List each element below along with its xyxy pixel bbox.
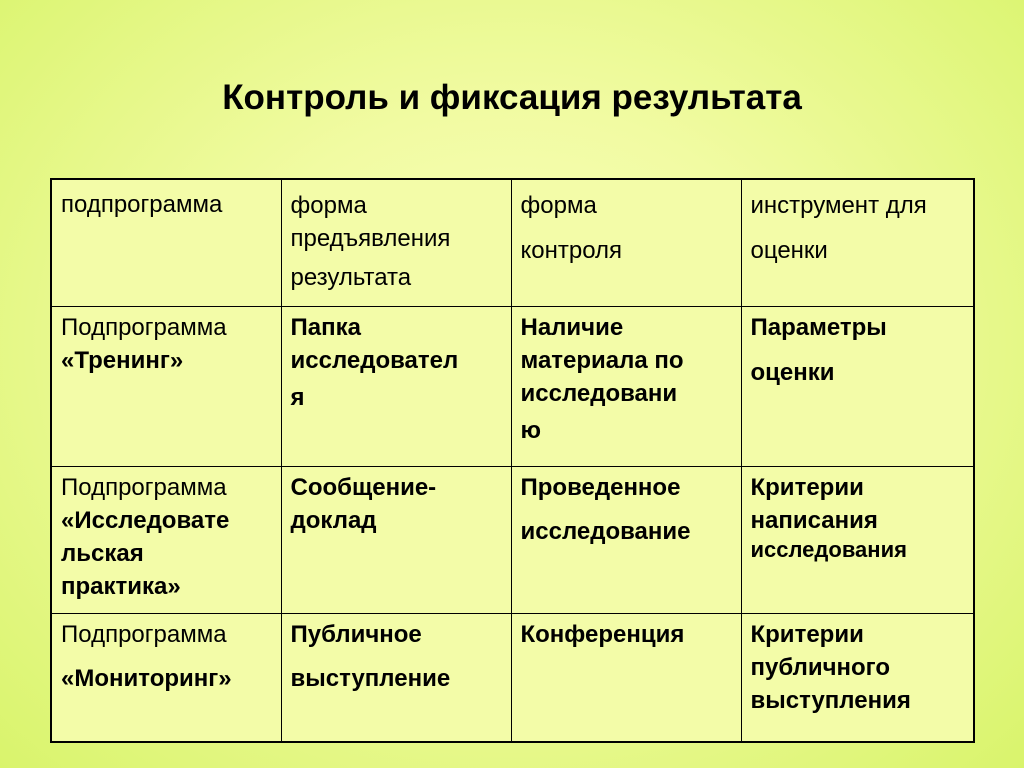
row2-form-line2: доклад — [290, 506, 377, 534]
row3-form-line1: Публичное — [290, 620, 422, 648]
header-cell-control-form — [511, 179, 741, 306]
row3-subprogram-name: «Мониторинг» — [61, 664, 232, 692]
header-subprogram-text: подпрограмма — [61, 191, 223, 218]
row2-subprogram-name-line2: льская — [61, 539, 144, 567]
row1-control-line3: исследовани — [520, 379, 678, 407]
header-presentation-form-line2: предъявления — [290, 225, 451, 252]
row3-control-line1: Конференция — [520, 620, 685, 648]
row3-tool-line2: публичного — [750, 653, 890, 681]
row1-form-cell — [281, 306, 511, 466]
row3-tool-line3: выступления — [750, 686, 911, 714]
row2-form-line1: Сообщение- — [290, 473, 437, 501]
table-row — [51, 306, 974, 466]
header-assessment-tool-line1: инструмент для — [750, 192, 927, 219]
header-assessment-tool-line2: оценки — [750, 237, 828, 264]
row2-tool-line1: Критерии — [750, 473, 864, 501]
results-table — [50, 178, 975, 743]
row3-control-cell — [511, 613, 741, 742]
row1-subprogram-prefix: Подпрограмма — [61, 313, 227, 341]
row3-subprogram-prefix: Подпрограмма — [61, 620, 227, 648]
row3-form-line2: выступление — [290, 664, 451, 692]
row3-tool-line1: Критерии — [750, 620, 864, 648]
header-presentation-form-line1: форма — [290, 192, 367, 219]
row1-subprogram-cell — [51, 306, 281, 466]
row1-subprogram-name: «Тренинг» — [61, 346, 184, 374]
row1-tool-line2: оценки — [750, 358, 835, 386]
row2-subprogram-name-line3: практика» — [61, 572, 181, 600]
row2-subprogram-prefix: Подпрограмма — [61, 473, 227, 501]
row3-subprogram-cell — [51, 613, 281, 742]
row2-control-line2: исследование — [520, 517, 691, 545]
header-control-form-line1: форма — [520, 192, 597, 219]
row1-control-cell — [511, 306, 741, 466]
header-presentation-form-line3: результата — [290, 264, 412, 291]
header-cell-subprogram — [51, 179, 281, 306]
row2-control-cell — [511, 466, 741, 613]
header-control-form-line2: контроля — [520, 237, 623, 264]
row1-form-line3: я — [290, 383, 305, 411]
row1-control-line1: Наличие — [520, 313, 624, 341]
table-row — [51, 466, 974, 613]
header-cell-presentation-form — [281, 179, 511, 306]
row3-tool-cell — [741, 613, 974, 742]
table-row — [51, 613, 974, 742]
row2-subprogram-cell — [51, 466, 281, 613]
row1-form-line2: исследовател — [290, 346, 459, 374]
row1-form-line1: Папка — [290, 313, 361, 341]
row3-form-cell — [281, 613, 511, 742]
table-header-row — [51, 179, 974, 306]
row2-tool-cell — [741, 466, 974, 613]
row1-control-line4: ю — [520, 416, 541, 444]
row2-tool-line2: написания — [750, 506, 878, 534]
row2-control-line1: Проведенное — [520, 473, 681, 501]
header-cell-assessment-tool — [741, 179, 974, 306]
row2-tool-line3: исследования — [750, 536, 907, 562]
row2-subprogram-name-line1: «Исследовате — [61, 506, 230, 534]
row1-tool-cell — [741, 306, 974, 466]
row1-control-line2: материала по — [520, 346, 684, 374]
page-title: Контроль и фиксация результата — [222, 78, 802, 117]
row1-tool-line1: Параметры — [750, 313, 887, 341]
row2-form-cell — [281, 466, 511, 613]
